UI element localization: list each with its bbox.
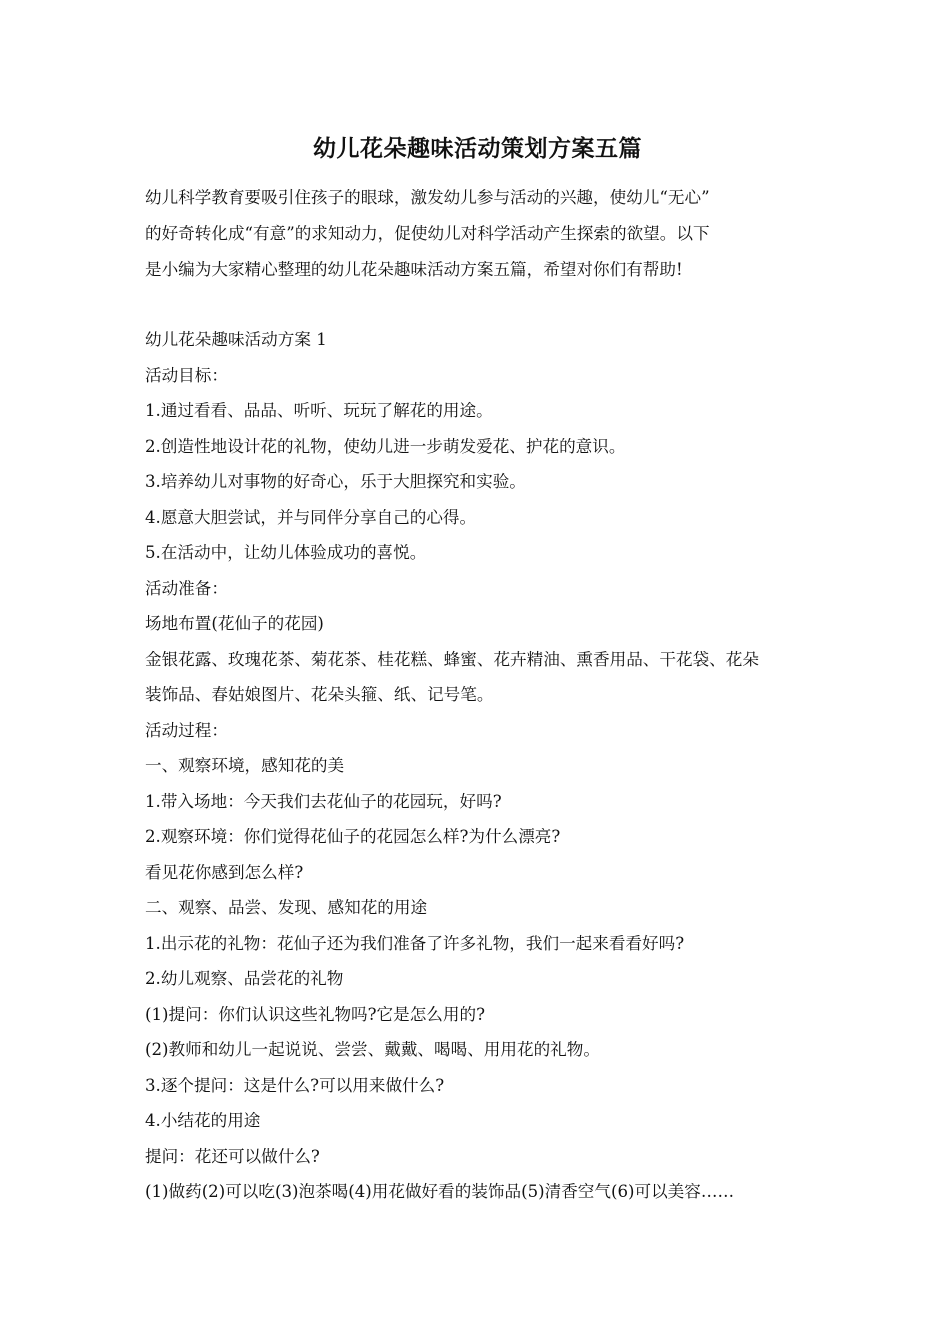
document-page [145,128,810,1210]
body-line: 5.在活动中，让幼儿体验成功的喜悦。 [145,543,427,562]
body-line: 装饰品、春姑娘图片、花朵头箍、纸、记号笔。 [145,685,494,704]
intro-line: 幼儿科学教育要吸引住孩子的眼球，激发幼儿参与活动的兴趣，使幼儿“无心” [145,188,710,207]
body-line: (2)教师和幼儿一起说说、尝尝、戴戴、喝喝、用用花的礼物。 [145,1040,600,1059]
document-body [145,322,810,1210]
body-line: 1.通过看看、品品、听听、玩玩了解花的用途。 [145,401,493,420]
body-line: 1.带入场地：今天我们去花仙子的花园玩，好吗? [145,791,502,811]
body-line: 2.创造性地设计花的礼物，使幼儿进一步萌发爱花、护花的意识。 [145,436,626,456]
body-line: 提问：花还可以做什么? [145,1146,320,1166]
section-heading: 幼儿花朵趣味活动方案 1 [145,330,327,349]
body-line: 3.逐个提问：这是什么?可以用来做什么? [145,1075,445,1095]
body-line: 2.观察环境：你们觉得花仙子的花园怎么样?为什么漂亮? [145,827,561,846]
body-line: 1.出示花的礼物：花仙子还为我们准备了许多礼物，我们一起来看看好吗? [145,933,685,953]
body-line: 4.小结花的用途 [145,1111,261,1130]
body-line: 4.愿意大胆尝试，并与同伴分享自己的心得。 [145,507,477,527]
body-line: 3.培养幼儿对事物的好奇心，乐于大胆探究和实验。 [145,472,526,491]
body-line: 2.幼儿观察、品尝花的礼物 [145,969,344,988]
intro-line: 的好奇转化成“有意”的求知动力，促使幼儿对科学活动产生探索的欲望。以下 [145,224,710,243]
subheading-goals: 活动目标： [145,365,228,385]
subheading-preparation: 活动准备： [145,578,228,598]
document-title: 幼儿花朵趣味活动策划方案五篇 [313,135,642,162]
body-line: 一、观察环境，感知花的美 [145,756,345,775]
intro-paragraph [145,180,810,288]
body-line: 二、观察、品尝、发现、感知花的用途 [145,898,428,917]
body-line: (1)提问：你们认识这些礼物吗?它是怎么用的? [145,1004,485,1024]
body-line: (1)做药(2)可以吃(3)泡茶喝(4)用花做好看的装饰品(5)清香空气(6)可以美容…… [145,1182,735,1201]
body-line: 看见花你感到怎么样? [145,862,304,882]
paragraph-spacer [145,288,810,322]
body-line: 金银花露、玫瑰花茶、菊花茶、桂花糕、蜂蜜、花卉精油、熏香用品、干花袋、花朵 [145,649,759,669]
subheading-process: 活动过程： [145,720,228,740]
intro-line: 是小编为大家精心整理的幼儿花朵趣味活动方案五篇，希望对你们有帮助! [145,260,683,279]
body-line: 场地布置(花仙子的花园) [145,614,324,633]
